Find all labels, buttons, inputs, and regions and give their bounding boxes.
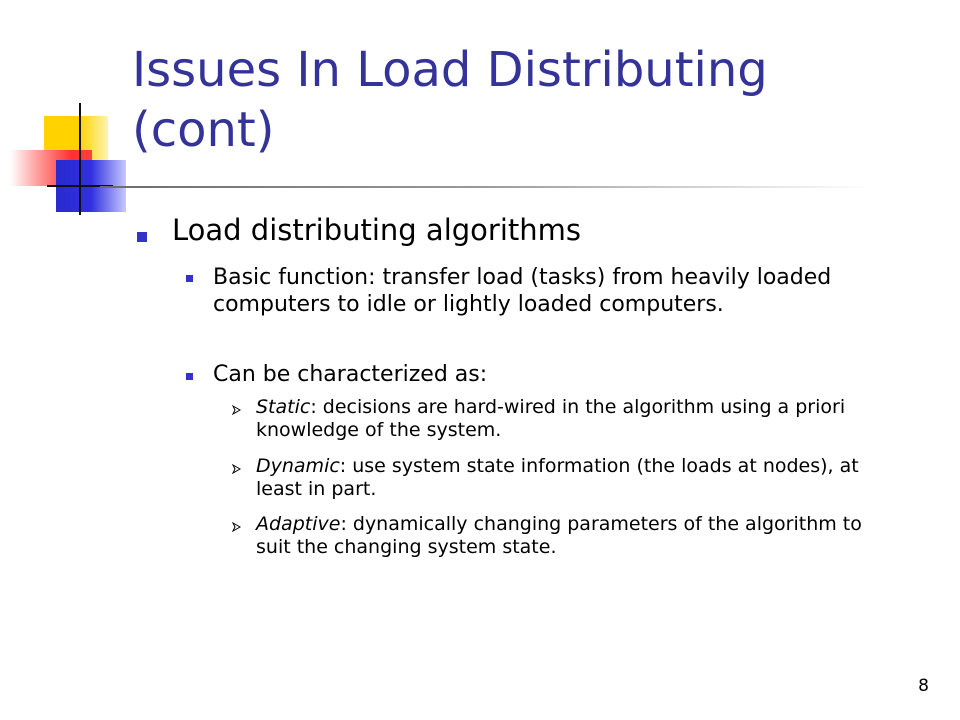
square-bullet-icon [137, 232, 147, 242]
bullet-level2-item: Can be characterized as: [213, 362, 488, 387]
bullet-level1: Load distributing algorithms [172, 213, 582, 247]
term-static-text: : decisions are hard-wired in the algorithm using a priori knowledge of the system. [256, 396, 846, 441]
term-dynamic: Dynamic [256, 455, 340, 477]
bullet-level3-item [256, 455, 896, 501]
arrow-bullet-icon [232, 405, 242, 415]
square-bullet-icon [186, 275, 193, 282]
slide-title: Issues In Load Distributing (cont) [132, 42, 768, 158]
square-bullet-icon [186, 373, 193, 380]
bullet-level2-item: Basic function: transfer load (tasks) from heavily loaded computers to idle or lightly loaded computers. [213, 265, 832, 317]
term-dynamic-text: : use system state information (the loads at nodes), at least in part. [256, 455, 859, 500]
title-underline-rule [100, 186, 870, 188]
page-number: 8 [918, 676, 929, 696]
bullet-level3-item [256, 513, 896, 559]
bullet-level3-item [256, 396, 896, 442]
term-static: Static [256, 396, 311, 418]
term-adaptive: Adaptive [256, 513, 341, 535]
term-adaptive-text: : dynamically changing parameters of the algorithm to suit the changing system state. [256, 513, 862, 558]
decorative-vertical-line [79, 103, 81, 215]
arrow-bullet-icon [232, 464, 242, 474]
arrow-bullet-icon [232, 522, 242, 532]
